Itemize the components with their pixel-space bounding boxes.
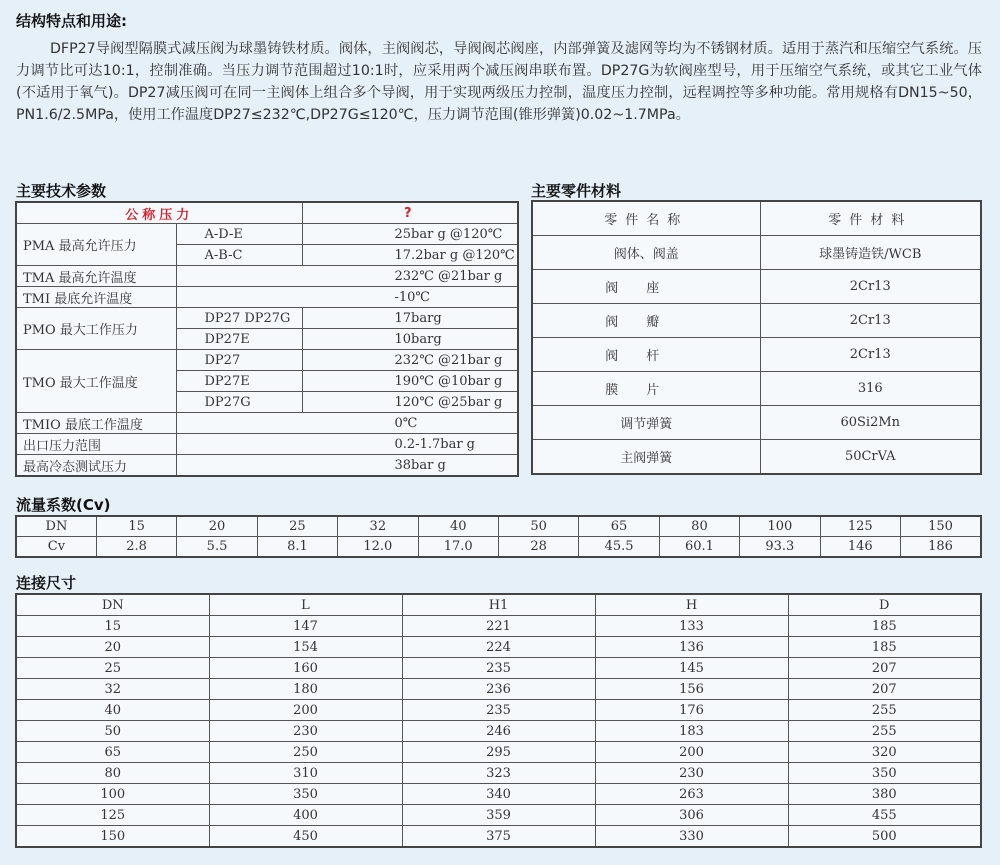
header-cell: 公称压力 (16, 202, 302, 224)
dims-cell: 200 (595, 742, 788, 763)
dims-cell: 176 (595, 700, 788, 721)
dims-cell: 183 (595, 721, 788, 742)
dims-cell: 65 (16, 742, 209, 763)
header-cell: D (788, 594, 981, 616)
dims-cell: 154 (209, 637, 402, 658)
table-row (16, 805, 981, 826)
cv-cell: 60.1 (659, 537, 739, 558)
header-cell: H1 (402, 594, 595, 616)
dims-cell: 133 (595, 616, 788, 637)
cv-cell: 2.8 (96, 537, 176, 558)
dims-cell: 263 (595, 784, 788, 805)
cv-cell: 186 (900, 537, 981, 558)
table-row (16, 700, 981, 721)
dims-cell: 185 (788, 637, 981, 658)
part-name: 阀杆 (532, 338, 760, 372)
dn-cell: 20 (177, 516, 257, 537)
table-row (16, 224, 518, 245)
param-value: 0.2-1.7bar g (176, 434, 518, 455)
row-label: DN (16, 516, 96, 537)
dims-cell: 236 (402, 679, 595, 700)
param-value: 232℃ @21bar g (302, 350, 518, 371)
part-material: 2Cr13 (760, 270, 981, 304)
param-value: 232℃ @21bar g (176, 266, 518, 287)
table-row (16, 455, 518, 477)
dims-cell: 500 (788, 826, 981, 848)
dn-cell: 40 (418, 516, 498, 537)
dims-cell: 221 (402, 616, 595, 637)
part-material: 60Si2Mn (760, 406, 981, 440)
dims-cell: 235 (402, 700, 595, 721)
dims-cell: 359 (402, 805, 595, 826)
table-row (16, 434, 518, 455)
table-row (16, 679, 981, 700)
dims-cell: 450 (209, 826, 402, 848)
flow-coefficient-table (15, 515, 982, 558)
table-row (16, 413, 518, 434)
cv-cell: 146 (820, 537, 900, 558)
dims-cell: 145 (595, 658, 788, 679)
param-label: TMIO 最底工作温度 (16, 413, 176, 434)
dims-body (16, 616, 981, 848)
part-material: 50CrVA (760, 440, 981, 475)
dims-cell: 15 (16, 616, 209, 637)
dims-cell: 323 (402, 763, 595, 784)
table-row (16, 537, 981, 558)
param-variant: DP27G (176, 392, 302, 413)
part-name: 阀瓣 (532, 304, 760, 338)
dims-cell: 380 (788, 784, 981, 805)
table-row (16, 308, 518, 329)
table-row (16, 516, 981, 537)
param-value: 17.2bar g @120℃ (302, 245, 518, 266)
dims-cell: 160 (209, 658, 402, 679)
part-name: 调节弹簧 (532, 406, 760, 440)
header-cell: 零件材料 (760, 201, 981, 236)
table-row (532, 236, 981, 270)
header-cell: L (209, 594, 402, 616)
cv-cell: 8.1 (257, 537, 337, 558)
table-row (16, 616, 981, 637)
param-value: 17barg (302, 308, 518, 329)
dims-cell: 50 (16, 721, 209, 742)
dims-cell: 235 (402, 658, 595, 679)
dims-cell: 125 (16, 805, 209, 826)
table-row (532, 201, 981, 236)
dims-cell: 350 (788, 763, 981, 784)
part-name: 膜片 (532, 372, 760, 406)
dims-cell: 255 (788, 700, 981, 721)
dn-cell: 80 (659, 516, 739, 537)
materials-heading: 主要零件材料 (531, 182, 622, 200)
row-label: Cv (16, 537, 96, 558)
dn-cell: 15 (96, 516, 176, 537)
dims-heading: 连接尺寸 (16, 574, 77, 592)
param-variant: DP27E (176, 371, 302, 392)
dims-cell: 100 (16, 784, 209, 805)
param-value: 10barg (302, 329, 518, 350)
dn-cell: 25 (257, 516, 337, 537)
dims-cell: 455 (788, 805, 981, 826)
tech-heading: 主要技术参数 (16, 182, 107, 200)
dn-cell: 150 (900, 516, 981, 537)
dims-cell: 246 (402, 721, 595, 742)
table-row (16, 266, 518, 287)
param-value: -10℃ (176, 287, 518, 308)
dims-cell: 400 (209, 805, 402, 826)
part-name: 阀体、阀盖 (532, 236, 760, 270)
dims-cell: 156 (595, 679, 788, 700)
dims-cell: 32 (16, 679, 209, 700)
dims-cell: 224 (402, 637, 595, 658)
param-label: TMA 最高允许温度 (16, 266, 176, 287)
param-variant: A-B-C (176, 245, 302, 266)
table-row (16, 784, 981, 805)
table-row (16, 742, 981, 763)
table-row (532, 406, 981, 440)
dims-cell: 320 (788, 742, 981, 763)
cv-cell: 5.5 (177, 537, 257, 558)
dims-cell: 80 (16, 763, 209, 784)
param-variant: DP27E (176, 329, 302, 350)
dims-cell: 375 (402, 826, 595, 848)
dims-cell: 207 (788, 679, 981, 700)
param-value: 25bar g @120℃ (302, 224, 518, 245)
dims-cell: 147 (209, 616, 402, 637)
dims-cell: 295 (402, 742, 595, 763)
intro-heading: 结构特点和用途: (16, 12, 127, 30)
part-material: 316 (760, 372, 981, 406)
materials-table (531, 200, 982, 475)
table-row (532, 372, 981, 406)
header-cell: H (595, 594, 788, 616)
dims-cell: 250 (209, 742, 402, 763)
param-label: PMA 最高允许压力 (16, 224, 176, 266)
dims-cell: 150 (16, 826, 209, 848)
param-label: 最高冷态测试压力 (16, 455, 176, 477)
part-name: 阀座 (532, 270, 760, 304)
dims-cell: 136 (595, 637, 788, 658)
dn-cell: 125 (820, 516, 900, 537)
param-variant: DP27 DP27G (176, 308, 302, 329)
table-row (16, 826, 981, 848)
dims-cell: 180 (209, 679, 402, 700)
param-variant: DP27 (176, 350, 302, 371)
dims-cell: 230 (595, 763, 788, 784)
dims-cell: 25 (16, 658, 209, 679)
dn-cell: 50 (498, 516, 578, 537)
table-row (16, 287, 518, 308)
dims-cell: 230 (209, 721, 402, 742)
dn-cell: 100 (740, 516, 820, 537)
param-value: 0℃ (176, 413, 518, 434)
dn-cell: 32 (338, 516, 418, 537)
dims-cell: 207 (788, 658, 981, 679)
table-row (16, 763, 981, 784)
table-row (16, 637, 981, 658)
table-row (16, 202, 518, 224)
table-row (532, 270, 981, 304)
param-value: 38bar g (176, 455, 518, 477)
header-cell: DN (16, 594, 209, 616)
intro-paragraph: DFP27导阀型隔膜式减压阀为球墨铸铁材质。阀体，主阀阀芯，导阀阀芯阀座，内部弹簧及滤网等均为不锈钢材质。适用于蒸汽和压缩空气系统。压力调节比可达10:1，控制准确。当压力调节范围超过10:1时，应采用两个减压阀串联布置。DP27G为软阀座型号，用于压缩空气系统，或其它工业气体(不适用于氧气)。DP27减压阀可在同一主阀体上组合多个导阀，用于实现两级压力控制，温度压力控制，远程调控等多种功能。常用规格有DN15~50，PN1.6/2.5MPa，使用工作温度DP27≤232℃,DP27G≤120℃，压力调节范围(锥形弹簧)0.02~1.7MPa。 (16, 41, 982, 123)
header-cell: ? (302, 202, 518, 224)
param-label: TMI 最底允许温度 (16, 287, 176, 308)
param-value: 190℃ @10bar g (302, 371, 518, 392)
table-row (16, 350, 518, 371)
cv-cell: 93.3 (740, 537, 820, 558)
header-cell: 零件名称 (532, 201, 760, 236)
table-row (532, 440, 981, 475)
part-material: 2Cr13 (760, 338, 981, 372)
cv-cell: 12.0 (338, 537, 418, 558)
dims-cell: 185 (788, 616, 981, 637)
dims-cell: 200 (209, 700, 402, 721)
table-row (16, 658, 981, 679)
dims-cell: 255 (788, 721, 981, 742)
part-name: 主阀弹簧 (532, 440, 760, 475)
dims-cell: 20 (16, 637, 209, 658)
table-row (532, 338, 981, 372)
cv-cell: 28 (498, 537, 578, 558)
cv-cell: 45.5 (579, 537, 659, 558)
cv-cell: 17.0 (418, 537, 498, 558)
param-label: PMO 最大工作压力 (16, 308, 176, 350)
table-header-row (16, 594, 981, 616)
param-value: 120℃ @25bar g (302, 392, 518, 413)
dn-cell: 65 (579, 516, 659, 537)
dims-cell: 340 (402, 784, 595, 805)
table-row (532, 304, 981, 338)
part-material: 球墨铸造铁/WCB (760, 236, 981, 270)
part-material: 2Cr13 (760, 304, 981, 338)
dims-cell: 350 (209, 784, 402, 805)
dims-cell: 330 (595, 826, 788, 848)
dims-cell: 306 (595, 805, 788, 826)
dims-cell: 310 (209, 763, 402, 784)
param-label: 出口压力范围 (16, 434, 176, 455)
dimensions-table (15, 593, 982, 848)
param-variant: A-D-E (176, 224, 302, 245)
table-row (16, 721, 981, 742)
tech-params-table (15, 201, 519, 477)
flow-heading: 流量系数(Cv) (16, 496, 111, 514)
param-label: TMO 最大工作温度 (16, 350, 176, 413)
dims-cell: 40 (16, 700, 209, 721)
